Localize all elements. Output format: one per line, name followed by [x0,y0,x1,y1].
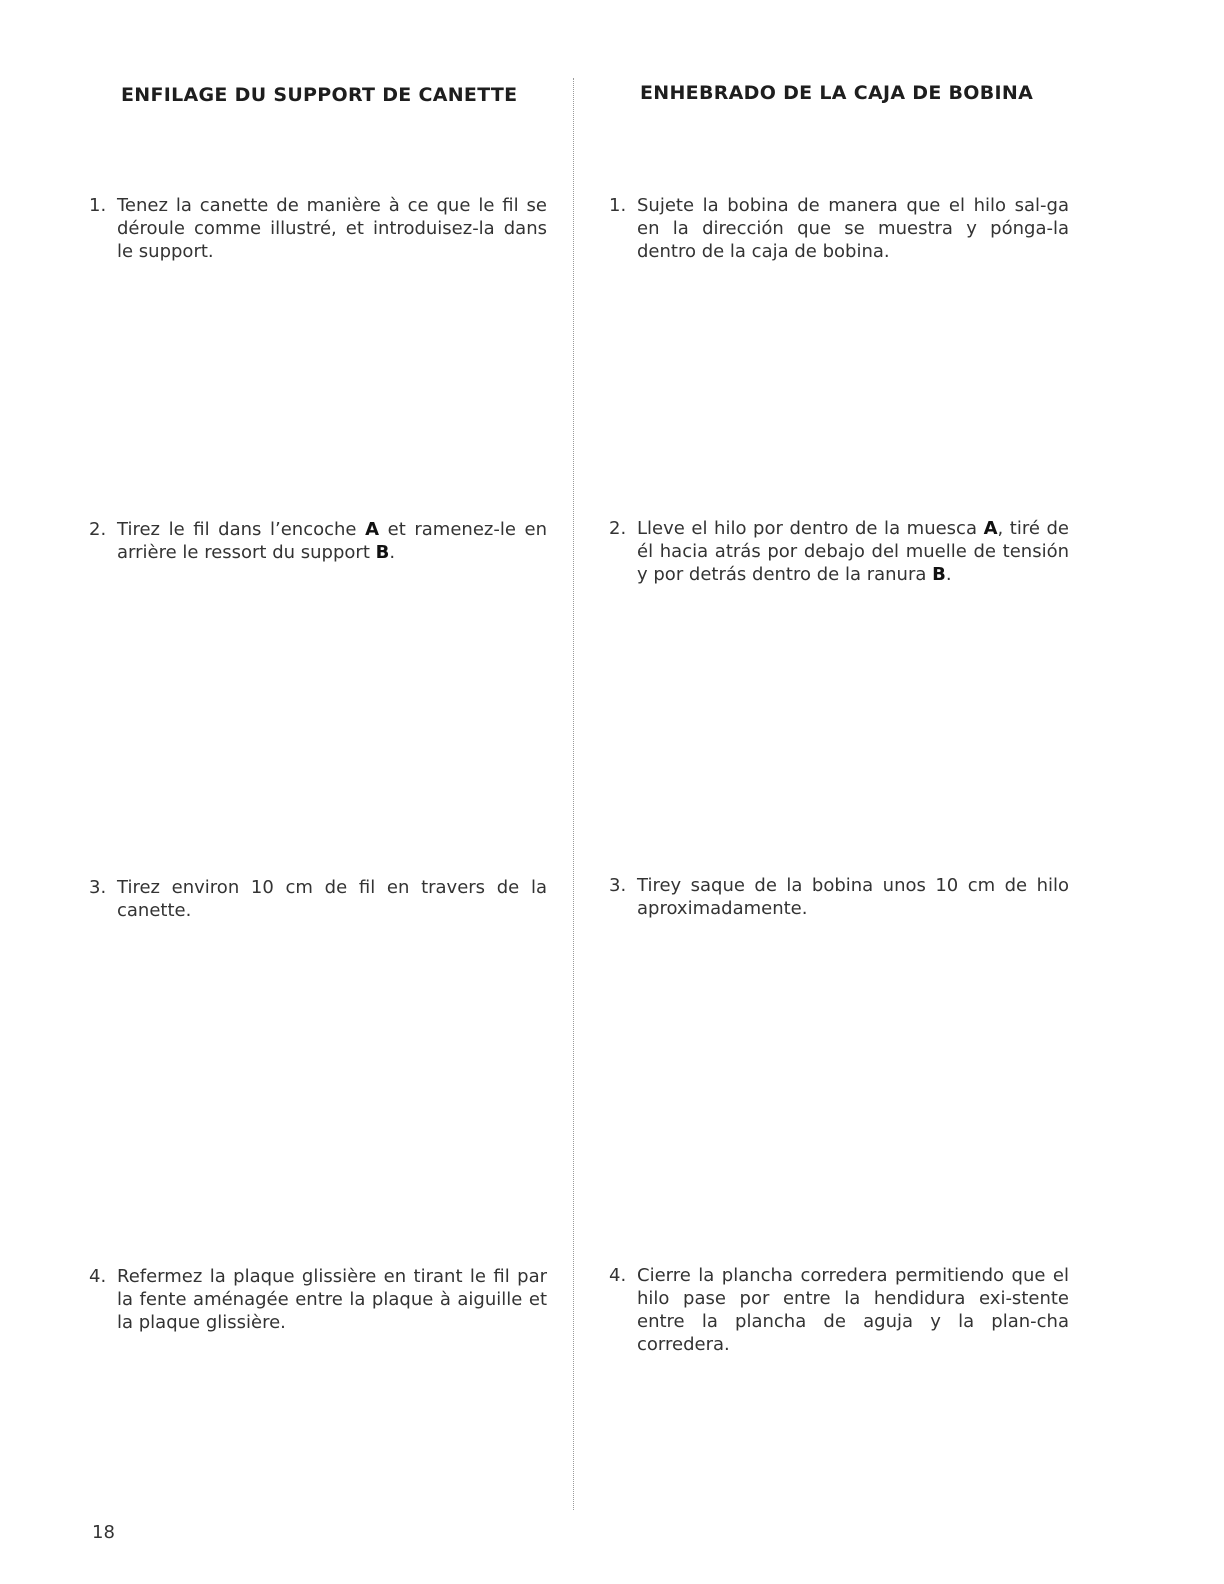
column-divider [573,78,574,1510]
left-step-1 [89,194,547,263]
step-number: 2. [609,518,627,539]
right-step-3 [609,874,1069,920]
page-number: 18 [92,1522,115,1543]
step-text: Tirey saque de la bobina unos 10 cm de hilo aproximadamente. [637,875,1069,919]
step-text: Tirez le fil dans l’encoche A et ramenez-le en arrière le ressort du support B. [117,519,547,563]
step-text: Refermez la plaque glissière en tirant le fil par la fente aménagée entre la plaque à aiguille et la plaque glissière. [117,1266,547,1333]
step-text: Lleve el hilo por dentro de la muesca A, tiré de él hacia atrás por debajo del muelle de tensión y por detrás dentro de la ranura B. [637,518,1069,585]
step-number: 1. [89,195,107,216]
mark-a: A [983,518,998,539]
step-text: Cierre la plancha corredera permitiendo que el hilo pase por entre la hendidura exi-stente entre la plancha de aguja y la plan-cha corredera. [637,1265,1069,1355]
step-number: 3. [609,875,627,896]
step-number: 1. [609,195,627,216]
left-step-4 [89,1265,547,1334]
left-step-2 [89,518,547,564]
right-step-4 [609,1264,1069,1356]
mark-a: A [365,519,380,540]
step-text: Tirez environ 10 cm de fil en travers de la canette. [117,877,547,921]
step-number: 2. [89,519,107,540]
step-number: 4. [609,1265,627,1286]
mark-b: B [375,542,390,563]
right-step-2 [609,517,1069,586]
right-column-title: ENHEBRADO DE LA CAJA DE BOBINA [640,82,1034,104]
right-step-1 [609,194,1069,263]
step-text: Sujete la bobina de manera que el hilo sal-ga en la dirección que se muestra y pónga-la dentro de la caja de bobina. [637,195,1069,262]
step-text: Tenez la canette de manière à ce que le fil se déroule comme illustré, et introduisez-la dans le support. [117,195,547,262]
step-number: 4. [89,1266,107,1287]
left-column-title: ENFILAGE DU SUPPORT DE CANETTE [121,84,518,106]
step-number: 3. [89,877,107,898]
left-step-3 [89,876,547,922]
mark-b: B [932,564,946,585]
